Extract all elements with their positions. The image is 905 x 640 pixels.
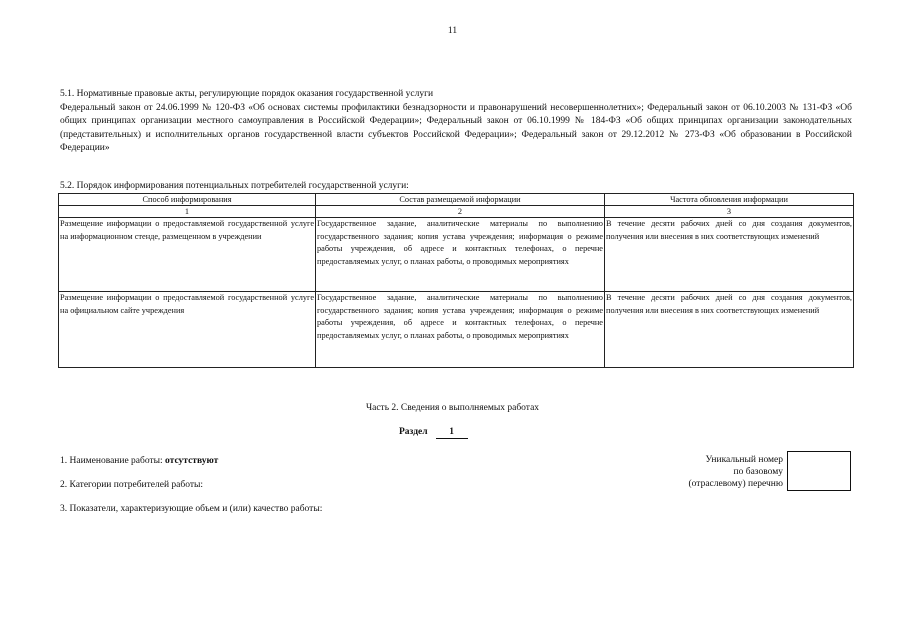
unique-number-line: Уникальный номер: [705, 455, 783, 465]
column-number: 2: [316, 206, 605, 218]
unique-number-label: [640, 454, 783, 490]
unique-number-line: (отраслевому) перечню: [688, 479, 783, 489]
page-number: 11: [447, 26, 458, 36]
section-5-1-heading: 5.1. Нормативные правовые акты, регулирующие порядок оказания государственной услуги: [60, 89, 434, 99]
section-5-1: [60, 88, 852, 156]
cell-content: Государственное задание, аналитические материалы по выполнению государственного задания; копия устава учреждения; информация о режиме работы учреждения, об адресе и контактных телефонах, о перечне предоставляемых услуг, о планах работы, о проводимых мероприятиях: [316, 292, 605, 368]
table-row: [59, 218, 854, 292]
item-2-consumers: 2. Категории потребителей работы:: [60, 480, 203, 490]
cell-frequency: В течение десяти рабочих дней со дня создания документов, получения или внесения в них соответствующих изменений: [605, 292, 854, 368]
section-number: 1: [436, 427, 468, 439]
section-5-2-heading: 5.2. Порядок информирования потенциальных потребителей государственной услуги:: [60, 181, 409, 191]
table-row: [59, 292, 854, 368]
information-table: [58, 193, 854, 368]
item-1-value: отсутствуют: [165, 456, 219, 466]
table-number-row: [59, 206, 854, 218]
cell-content: Государственное задание, аналитические материалы по выполнению государственного задания; копия устава учреждения; информация о режиме работы учреждения, об адресе и контактных телефонах, о перечне предоставляемых услуг, о планах работы, о проводимых мероприятиях: [316, 218, 605, 292]
column-number: 1: [59, 206, 316, 218]
item-3-indicators: 3. Показатели, характеризующие объем и (или) качество работы:: [60, 504, 323, 514]
cell-frequency: В течение десяти рабочих дней со дня создания документов, получения или внесения в них соответствующих изменений: [605, 218, 854, 292]
unique-number-box: [787, 451, 851, 491]
table-header-row: [59, 194, 854, 206]
section-label: Раздел: [399, 427, 428, 437]
section-heading: [399, 427, 468, 439]
part-2-title: Часть 2. Сведения о выполняемых работах: [365, 403, 540, 413]
header-content: Состав размещаемой информации: [316, 194, 605, 206]
cell-method: Размещение информации о предоставляемой государственной услуге на официальном сайте учреждения: [59, 292, 316, 368]
item-1-work-name: [60, 456, 218, 466]
column-number: 3: [605, 206, 854, 218]
header-method: Способ информирования: [59, 194, 316, 206]
header-frequency: Частота обновления информации: [605, 194, 854, 206]
section-5-1-text: Федеральный закон от 24.06.1999 № 120-ФЗ «Об основах системы профилактики безнадзорности и правонарушений несовершеннолетних»; Федеральный закон от 06.10.2003 № 131-ФЗ «Об общих принципах организации местного самоуправления в Российской Федерации»; Федеральный закон от 06.10.1999 № 184-ФЗ «Об общих принципах организации законодательных (представительных) и исполнительных органов государственной власти субъектов Российской Федерации»; Федеральный закон от 29.12.2012 № 273-ФЗ «Об образовании в Российской Федерации»: [60, 102, 852, 154]
unique-number-line: по базовому: [733, 467, 783, 477]
cell-method: Размещение информации о предоставляемой государственной услуге на информационном стенде, размещенном в учреждении: [59, 218, 316, 292]
item-1-label: 1. Наименование работы:: [60, 456, 166, 466]
